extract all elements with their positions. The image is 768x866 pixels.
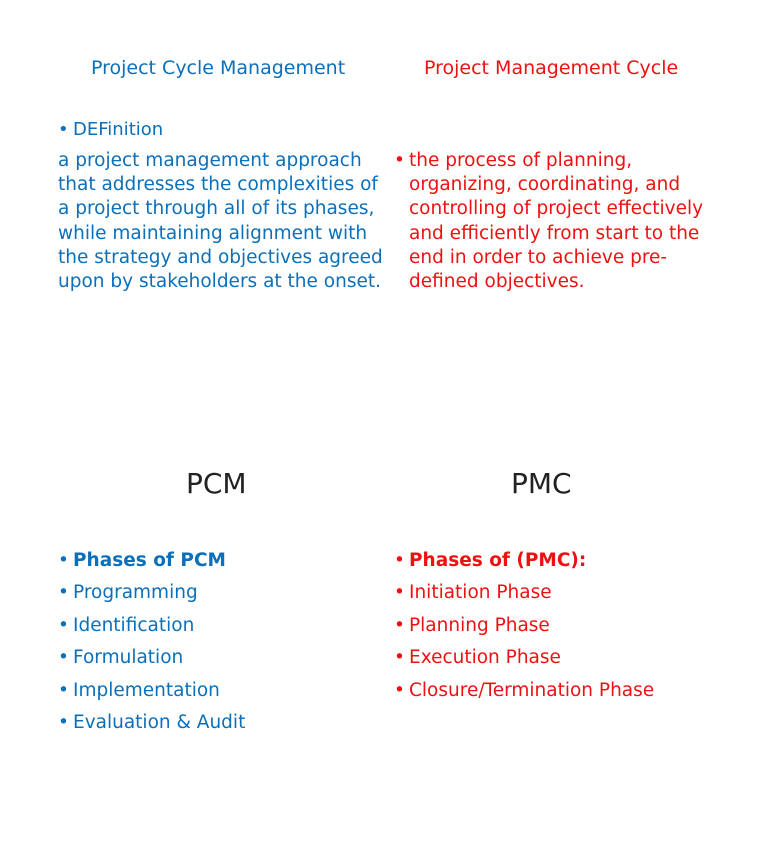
pmc-phase-label: Closure/Termination Phase (409, 679, 655, 701)
pcm-phases-list (58, 548, 245, 742)
pcm-phase-label: Formulation (73, 647, 184, 669)
heading-project-cycle-management: Project Cycle Management (91, 57, 346, 79)
bullet-icon: • (394, 150, 405, 171)
bullet-icon: • (394, 679, 405, 701)
pcm-phases-heading: Phases of PCM (73, 550, 226, 571)
bullet-icon: • (58, 679, 69, 701)
pmc-phase-label: Initiation Phase (409, 582, 552, 604)
pcm-phase-label: Programming (73, 582, 198, 604)
list-item (58, 645, 245, 677)
list-item (394, 678, 654, 710)
pmc-definition (394, 149, 714, 294)
bullet-icon: • (58, 582, 69, 604)
bullet-icon: • (394, 647, 405, 669)
pcm-phase-label: Evaluation & Audit (73, 711, 246, 733)
pmc-definition-text: the process of planning, organizing, coordinating, and controlling of project effectively and efficiently from start to the end in order to achieve pre-defined objectives. (409, 150, 704, 293)
list-item (394, 548, 654, 580)
bullet-icon: • (394, 582, 405, 604)
bullet-icon: • (58, 614, 69, 636)
bullet-icon: • (58, 119, 69, 140)
pcm-phase-label: Identification (73, 614, 195, 636)
definition-label-text: DEFinition (73, 119, 164, 140)
list-item (58, 548, 245, 580)
pcm-definition-text: a project management approach that addresses the complexities of a project through all of its phases, while maintaining alignment with the strategy and objectives agreed upon by stakeholders at the onset. (58, 150, 383, 293)
bullet-icon: • (394, 614, 405, 636)
list-item (58, 580, 245, 612)
title-pcm: PCM (186, 467, 247, 500)
definition-label (58, 118, 163, 142)
list-item (394, 580, 654, 612)
pmc-phase-label: Execution Phase (409, 647, 561, 669)
pmc-phases-heading: Phases of (PMC): (409, 550, 587, 571)
pmc-phases-list (394, 548, 654, 710)
bullet-icon: • (58, 550, 69, 571)
bullet-icon: • (58, 647, 69, 669)
bullet-icon: • (394, 550, 405, 571)
pmc-phase-label: Planning Phase (409, 614, 550, 636)
list-item (394, 613, 654, 645)
list-item (394, 645, 654, 677)
list-item (58, 710, 245, 742)
pcm-phase-label: Implementation (73, 679, 220, 701)
bullet-icon: • (58, 711, 69, 733)
list-item (58, 678, 245, 710)
list-item (58, 613, 245, 645)
title-pmc: PMC (511, 467, 572, 500)
heading-project-management-cycle: Project Management Cycle (424, 57, 679, 79)
